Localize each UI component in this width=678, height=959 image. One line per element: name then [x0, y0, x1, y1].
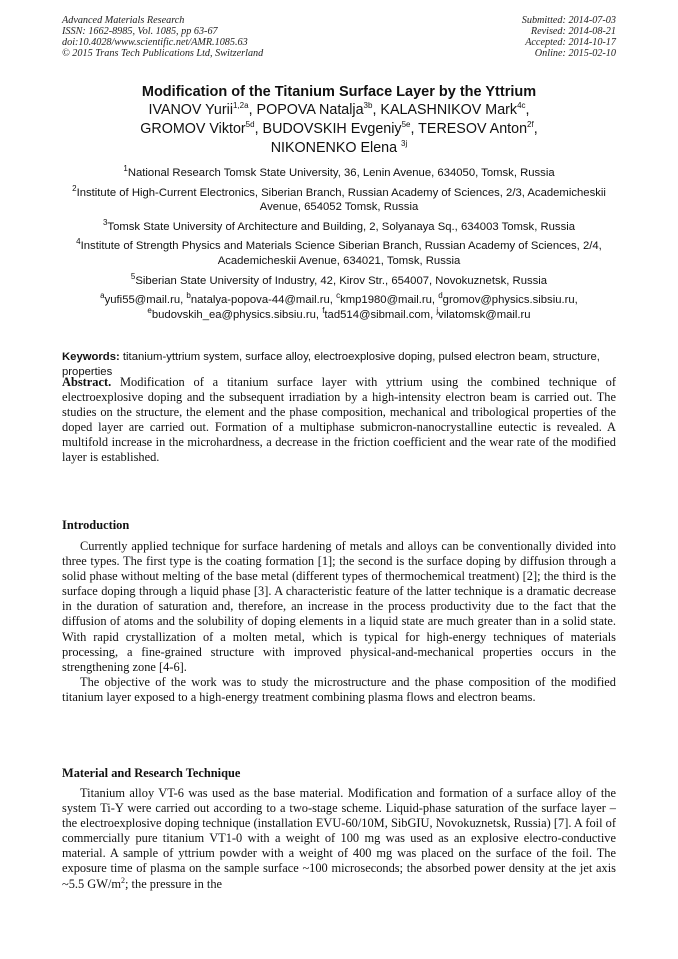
author-name: TERESOV Anton	[418, 121, 528, 137]
email-address[interactable]: vilatomsk@mail.ru	[438, 308, 531, 321]
affiliation-item	[70, 271, 608, 289]
author-name: POPOVA Natalja	[256, 102, 364, 118]
author-affiliation-mark: 5e	[401, 120, 411, 130]
author-affiliation-mark: 3j	[401, 139, 408, 149]
email-mark: e	[147, 305, 152, 315]
author-separator: ,	[372, 102, 381, 118]
keywords-text: titanium-yttrium system, surface alloy, electroexplosive doping, pulsed electron beam, structure, properties	[62, 351, 600, 378]
email-mark: c	[336, 291, 341, 301]
affiliation-number: 4	[76, 237, 81, 247]
email-address[interactable]: tad514@sibmail.com,	[324, 308, 437, 321]
email-mark: j	[436, 305, 439, 315]
affiliation-item	[70, 166, 608, 181]
email-mark: a	[100, 291, 105, 301]
author-separator: ,	[525, 102, 530, 118]
affiliation-item	[70, 220, 608, 235]
author-affiliation-mark: 1,2a	[233, 101, 249, 111]
affiliation-number: 5	[130, 271, 136, 281]
affiliation-text: Institute of High-Current Electronics, Siberian Branch, Russian Academy of Sciences, 2/3, Academicheskii Avenue, 654052 Tomsk, Russia	[76, 186, 606, 214]
journal-header-left	[62, 15, 263, 59]
material-body	[62, 786, 616, 892]
author-separator: ,	[254, 121, 263, 137]
author-list	[70, 101, 608, 158]
submitted-date: Submitted: 2014-07-03	[521, 15, 616, 26]
email-address[interactable]: yufi55@mail.ru,	[104, 294, 187, 307]
affiliation-item	[70, 183, 608, 215]
material-paragraph-text: Titanium alloy VT-6 was used as the base material. Modification and formation of a surface alloy of the system Ti-Y were carried out according to a two-stage scheme. Liquid-phase saturation of the surface layer – the electroexplosive doping technique (installation EVU-60/10M, SibGIU, Novokuznetsk, Russia) [7]. A foil of commercially pure titanium VT1-0 with a weight of 100 mg was used as an explosive electro-conductive material. A sample of yttrium powder with a weight of 400 mg was placed on the surface of the foil. The exposure time of plasma on the sample surface ~100 microseconds; the absorbed power density at the jet axis ~5.5 GW/m	[62, 786, 616, 891]
author-name: BUDOVSKIH Evgeniy	[262, 121, 402, 137]
journal-name: Advanced Materials Research	[62, 15, 185, 26]
revised-date: Revised: 2014-08-21	[530, 26, 616, 38]
affiliation-item	[70, 239, 608, 268]
accepted-date: Accepted: 2014-10-17	[525, 37, 616, 49]
author-affiliation-mark: 4c	[517, 101, 526, 111]
email-mark: d	[438, 291, 443, 301]
affiliation-number: 1	[123, 164, 128, 174]
affiliation-text: Siberian State University of Industry, 42, Kirov Str., 654007, Novokuznetsk, Russia	[135, 274, 548, 287]
author-affiliation-mark: 2f	[527, 120, 534, 130]
keywords-label: Keywords:	[62, 351, 120, 363]
email-address[interactable]: budovskih_ea@physics.sibsiu.ru,	[151, 308, 323, 321]
material-heading: Material and Research Technique	[62, 766, 241, 780]
affiliation-text: National Research Tomsk State University, 36, Lenin Avenue, 634050, Tomsk, Russia	[127, 167, 555, 179]
unit-exponent: 2	[121, 875, 126, 885]
introduction-paragraph: The objective of the work was to study the microstructure and the phase composition of the modified titanium layer exposed to a high-energy treatment combining plasma flows and electron beams.	[62, 674, 616, 704]
introduction-body	[62, 539, 616, 705]
email-address[interactable]: natalya-popova-44@mail.ru,	[190, 294, 337, 307]
introduction-heading: Introduction	[62, 518, 130, 532]
journal-doi: doi:10.4028/www.scientific.net/AMR.1085.63	[62, 37, 248, 49]
journal-issn: ISSN: 1662-8985, Vol. 1085, pp 63-67	[62, 26, 218, 38]
email-list	[70, 293, 608, 322]
affiliation-list	[70, 166, 608, 322]
email-mark: b	[186, 291, 191, 301]
paper-title: Modification of the Titanium Surface Layer by the Yttrium	[141, 84, 537, 100]
author-name: KALASHNIKOV Mark	[380, 102, 518, 118]
journal-copyright: © 2015 Trans Tech Publications Ltd, Switzerland	[62, 48, 264, 60]
journal-header-right	[522, 15, 616, 59]
author-name: GROMOV Viktor	[140, 121, 246, 137]
material-paragraph-tail: ; the pressure in the	[125, 876, 223, 891]
affiliation-number: 2	[72, 183, 77, 193]
author-name: NIKONENKO Elena	[270, 140, 402, 156]
author-separator: ,	[533, 121, 538, 137]
author-separator: ,	[410, 121, 419, 137]
email-address[interactable]: kmp1980@mail.ru,	[340, 294, 439, 307]
author-affiliation-mark: 3b	[363, 101, 373, 111]
affiliation-text: Tomsk State University of Architecture and Building, 2, Solyanaya Sq., 634003 Tomsk, Russia	[107, 220, 576, 233]
author-name: IVANOV Yurii	[148, 102, 233, 118]
introduction-paragraph: Currently applied technique for surface hardening of metals and alloys can be conventionally divided into three types. The first type is the coating formation [1]; the second is the surface doping by diffusion through a solid phase without melting of the base metal (different types of thermochemical treatment) [2]; the third is the surface doping through a liquid phase [3]. A characteristic feature of the latter technique is a dramatic decrease in the duration of saturation and, therefore, an increase in the process productivity due to the fact that the diffusion of atoms and the solubility of doping elements in a liquid state are much greater than in a solid state. With rapid crystallization of a molten metal, which is typical for high-energy techniques of materials processing, a fine-grained structure with improved physical-and-mechanical properties occurs in the strengthening zone [4-6].	[62, 539, 616, 674]
email-mark: f	[322, 305, 325, 315]
material-paragraph	[62, 786, 616, 892]
abstract-label: Abstract.	[62, 375, 112, 389]
author-separator: ,	[248, 102, 257, 118]
email-address[interactable]: gromov@physics.sibsiu.ru,	[442, 294, 578, 307]
affiliation-number: 3	[102, 218, 108, 228]
affiliation-text: Institute of Strength Physics and Materials Science Siberian Branch, Russian Academy of Sciences, 2/4, Academicheskii Avenue, 634021, Tomsk, Russia	[80, 240, 602, 267]
abstract-block	[62, 375, 616, 466]
abstract-text: Modification of a titanium surface layer with yttrium using the combined technique of electroexplosive doping and the subsequent irradiation by a high-intensity electron beam is carried out. The studies on the structure, the element and the phase composition, mechanical and tribological properties of the doped layer are carried out. Formation of a multiphase submicron-nanocrystalline eutectic is revealed. A multifold increase in the microhardness, a decrease in the friction coefficient and the wear rate of the modified layer is established.	[62, 375, 616, 465]
author-affiliation-mark: 5d	[245, 120, 255, 130]
online-date: Online: 2015-02-10	[534, 48, 616, 60]
